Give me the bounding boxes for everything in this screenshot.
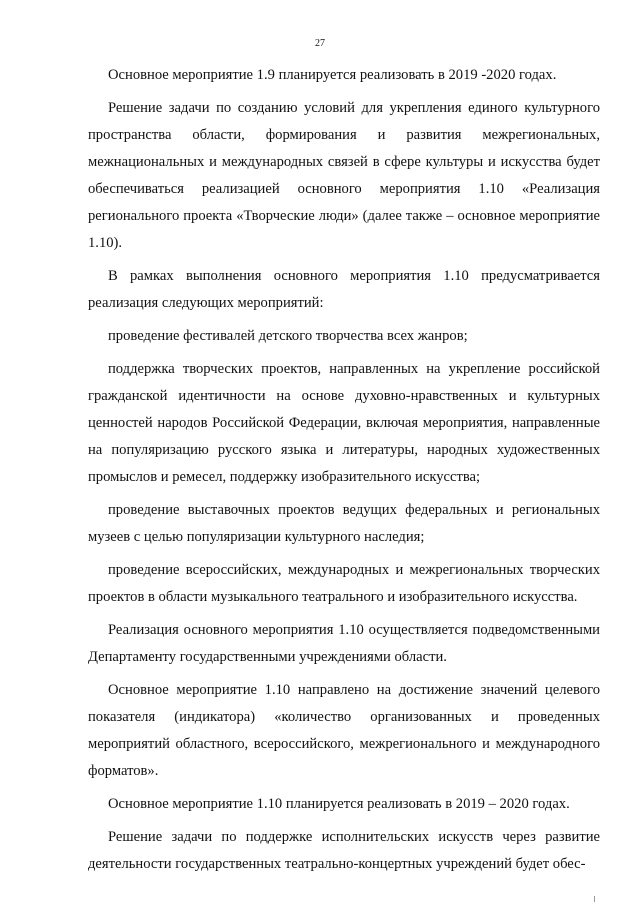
paragraph: Основное мероприятие 1.9 планируется реализовать в 2019 -2020 годах.	[108, 67, 557, 83]
list-item: проведение фестивалей детского творчества всех жанров;	[108, 328, 468, 344]
list-item: поддержка творческих проектов, направленных на укрепление российской гражданской идентичности на основе духовно-нравственных и культурных ценностей народов Российской Федерации, включая мероприятия, направленные на популяризацию русского языка и литературы, народных художественных промыслов и ремесел, поддержку изобразительного искусства;	[88, 361, 600, 485]
scan-mark	[594, 896, 595, 902]
list-item: проведение выставочных проектов ведущих федеральных и региональных музеев с целью популяризации культурного наследия;	[88, 502, 600, 545]
list-item: проведение всероссийских, международных и межрегиональных творческих проектов в области музыкального театрального и изобразительного искусства.	[88, 562, 600, 605]
paragraph: Решение задачи по поддержке исполнительских искусств через развитие деятельности государственных театрально-концертных учреждений будет обес-	[88, 829, 600, 872]
paragraph: В рамках выполнения основного мероприятия 1.10 предусматривается реализация следующих мероприятий:	[88, 268, 600, 311]
paragraph: Реализация основного мероприятия 1.10 осуществляется подведомственными Департаменту государственными учреждениями области.	[88, 622, 600, 665]
paragraph: Основное мероприятие 1.10 направлено на достижение значений целевого показателя (индикатора) «количество организованных и проведенных мероприятий областного, всероссийского, межрегионального и международного форматов».	[88, 682, 600, 779]
page-number: 27	[315, 38, 325, 49]
paragraph: Основное мероприятие 1.10 планируется реализовать в 2019 – 2020 годах.	[108, 796, 570, 812]
document-body	[88, 62, 600, 878]
paragraph: Решение задачи по созданию условий для укрепления единого культурного пространства области, формирования и развития межрегиональных, межнациональных и международных связей в сфере культуры и искусства будет обеспечиваться реализацией основного мероприятия 1.10 «Реализация регионального проекта «Творческие люди» (далее также – основное мероприятие 1.10).	[88, 100, 600, 251]
